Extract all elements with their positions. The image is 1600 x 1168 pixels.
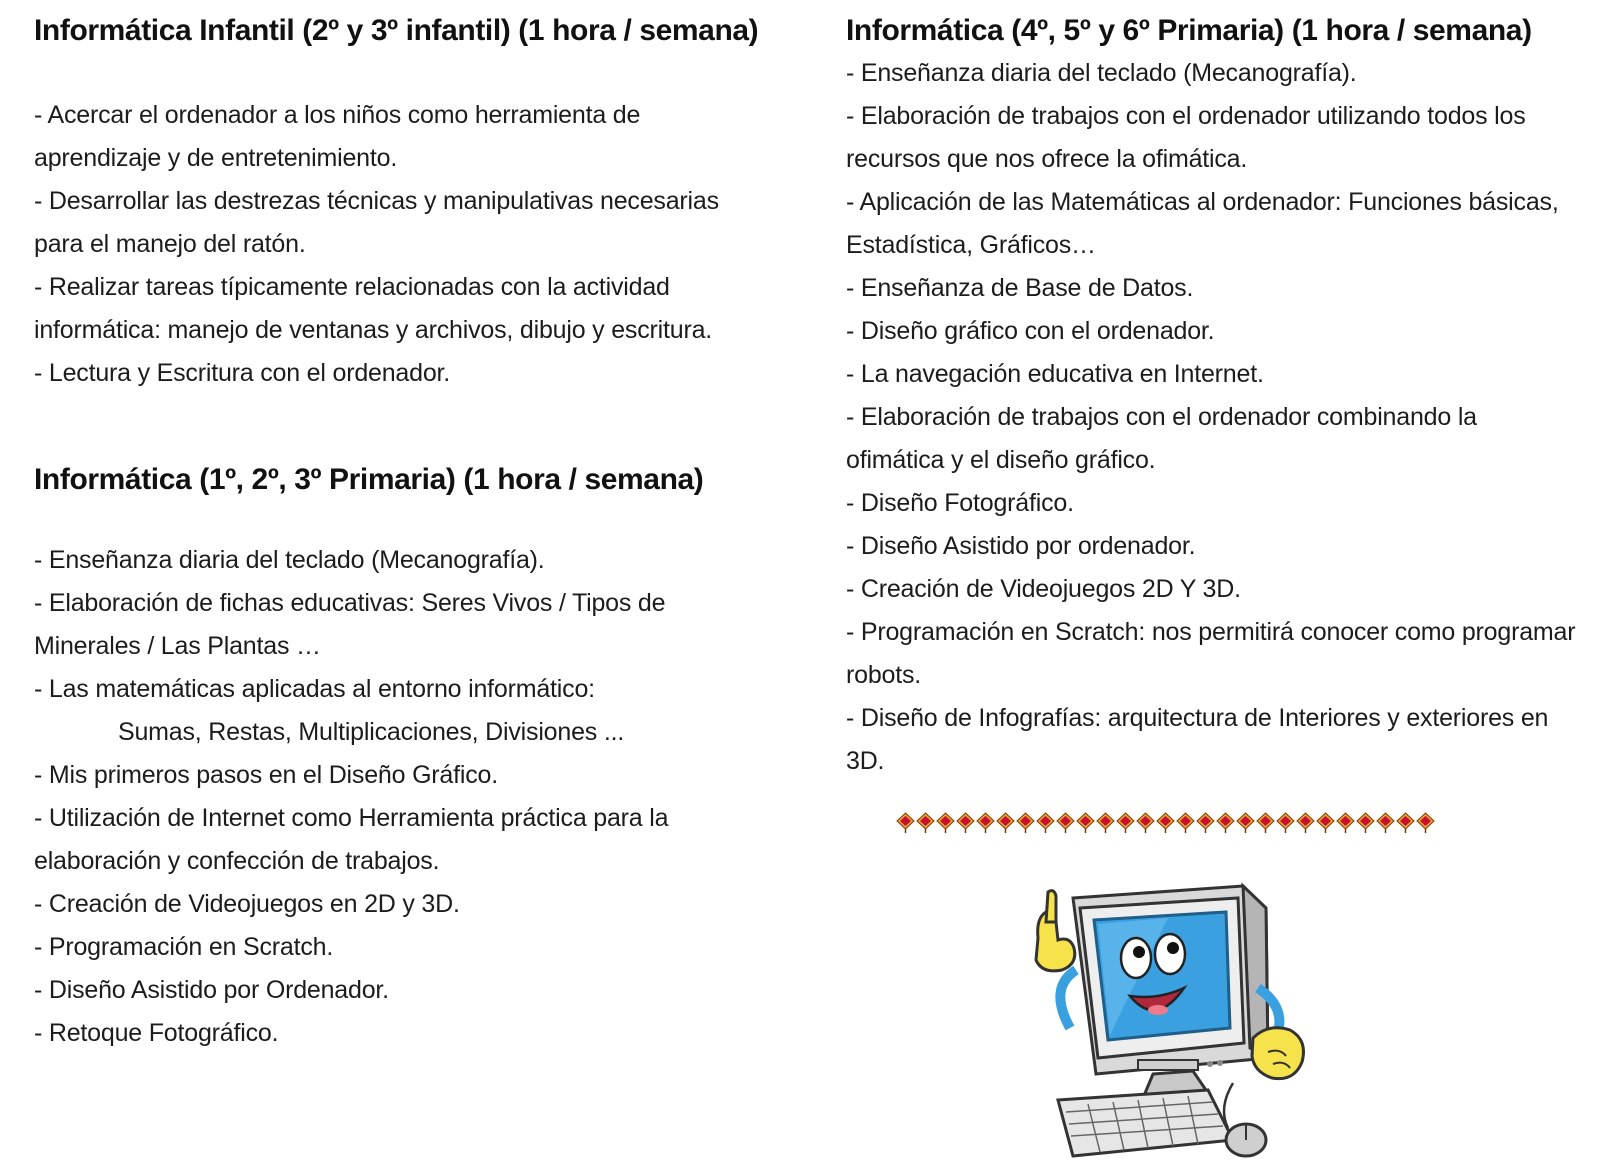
ornament-diamond-icon bbox=[1076, 812, 1095, 834]
ornament-diamond-icon bbox=[1256, 812, 1275, 834]
list-item: - Elaboración de fichas educativas: Seres Vivos / Tipos de Minerales / Las Plantas … bbox=[34, 589, 666, 660]
list-item: - Diseño Asistido por Ordenador. bbox=[34, 976, 389, 1004]
ornament-diamond-icon bbox=[1036, 812, 1055, 834]
list-item: - Las matemáticas aplicadas al entorno informático: bbox=[34, 675, 595, 703]
list-item: - Desarrollar las destrezas técnicas y manipulativas necesarias para el manejo del ratón. bbox=[34, 187, 719, 258]
section-title-infantil: Informática Infantil (2º y 3º infantil) (1 hora / semana) bbox=[34, 14, 759, 47]
list-item: - Enseñanza de Base de Datos. bbox=[846, 274, 1194, 302]
ornament-diamond-icon bbox=[1396, 812, 1415, 834]
list-item: - Diseño Asistido por ordenador. bbox=[846, 532, 1196, 560]
right-column bbox=[846, 10, 1576, 783]
ornament-diamond-icon bbox=[1336, 812, 1355, 834]
ornament-diamond-icon bbox=[996, 812, 1015, 834]
ornament-diamond-icon bbox=[976, 812, 995, 834]
ornament-diamond-icon bbox=[916, 812, 935, 834]
section-title-primaria-4-6: Informática (4º, 5º y 6º Primaria) (1 hora / semana) bbox=[846, 14, 1532, 47]
ornament-diamond-icon bbox=[1156, 812, 1175, 834]
ornament-diamond-icon bbox=[1116, 812, 1135, 834]
list-item: - Enseñanza diaria del teclado (Mecanografía). bbox=[34, 546, 545, 574]
list-item: - Enseñanza diaria del teclado (Mecanografía). bbox=[846, 59, 1357, 87]
list-item: - Elaboración de trabajos con el ordenador utilizando todos los recursos que nos ofrece la ofimática. bbox=[846, 102, 1526, 173]
ornament-diamond-icon bbox=[1176, 812, 1195, 834]
section-title-primaria-1-3: Informática (1º, 2º, 3º Primaria) (1 hora / semana) bbox=[34, 463, 704, 496]
ornament-diamond-icon bbox=[1096, 812, 1115, 834]
list-item: - Programación en Scratch. bbox=[34, 933, 334, 961]
list-item: - Elaboración de trabajos con el ordenador combinando la ofimática y el diseño gráfico. bbox=[846, 403, 1477, 474]
list-item: - Lectura y Escritura con el ordenador. bbox=[34, 359, 451, 387]
list-item: - Retoque Fotográfico. bbox=[34, 1019, 279, 1047]
list-item: - Mis primeros pasos en el Diseño Gráfico. bbox=[34, 761, 498, 789]
list-item: - Creación de Videojuegos en 2D y 3D. bbox=[34, 890, 460, 918]
ornament-diamond-icon bbox=[1236, 812, 1255, 834]
list-item: - Diseño Fotográfico. bbox=[846, 489, 1074, 517]
ornament-diamond-icon bbox=[936, 812, 955, 834]
ornament-diamond-icon bbox=[1136, 812, 1155, 834]
list-item: - Diseño gráfico con el ordenador. bbox=[846, 317, 1215, 345]
ornament-diamond-icon bbox=[1196, 812, 1215, 834]
list-item: - Creación de Videojuegos 2D Y 3D. bbox=[846, 575, 1241, 603]
ornament-diamond-icon bbox=[1416, 812, 1435, 834]
ornament-diamond-icon bbox=[1356, 812, 1375, 834]
ornament-diamond-icon bbox=[1016, 812, 1035, 834]
ornament-diamond-icon bbox=[1296, 812, 1315, 834]
list-item: - Programación en Scratch: nos permitirá conocer como programar robots. bbox=[846, 618, 1576, 689]
ornament-diamond-icon bbox=[1216, 812, 1235, 834]
ornament-divider bbox=[896, 812, 1432, 836]
ornament-diamond-icon bbox=[956, 812, 975, 834]
list-item: - Acercar el ordenador a los niños como herramienta de aprendizaje y de entretenimiento. bbox=[34, 101, 641, 172]
list-item: - Utilización de Internet como Herramienta práctica para la elaboración y confección de trabajos. bbox=[34, 804, 669, 875]
ornament-diamond-icon bbox=[1056, 812, 1075, 834]
ornament-diamond-icon bbox=[1276, 812, 1295, 834]
left-column bbox=[34, 10, 764, 1055]
list-item: - Aplicación de las Matemáticas al ordenador: Funciones básicas, Estadística, Gráficos… bbox=[846, 188, 1559, 259]
ornament-diamond-icon bbox=[1316, 812, 1335, 834]
list-item: - Diseño de Infografías: arquitectura de Interiores y exteriores en 3D. bbox=[846, 704, 1549, 775]
cartoon-computer-mascot-icon bbox=[1018, 878, 1318, 1168]
ornament-diamond-icon bbox=[896, 812, 915, 834]
ornament-diamond-icon bbox=[1376, 812, 1395, 834]
list-item-indented: Sumas, Restas, Multiplicaciones, Divisiones ... bbox=[118, 718, 625, 746]
list-item: - Realizar tareas típicamente relacionadas con la actividad informática: manejo de ventanas y archivos, dibujo y escritura. bbox=[34, 273, 713, 344]
list-item: - La navegación educativa en Internet. bbox=[846, 360, 1264, 388]
